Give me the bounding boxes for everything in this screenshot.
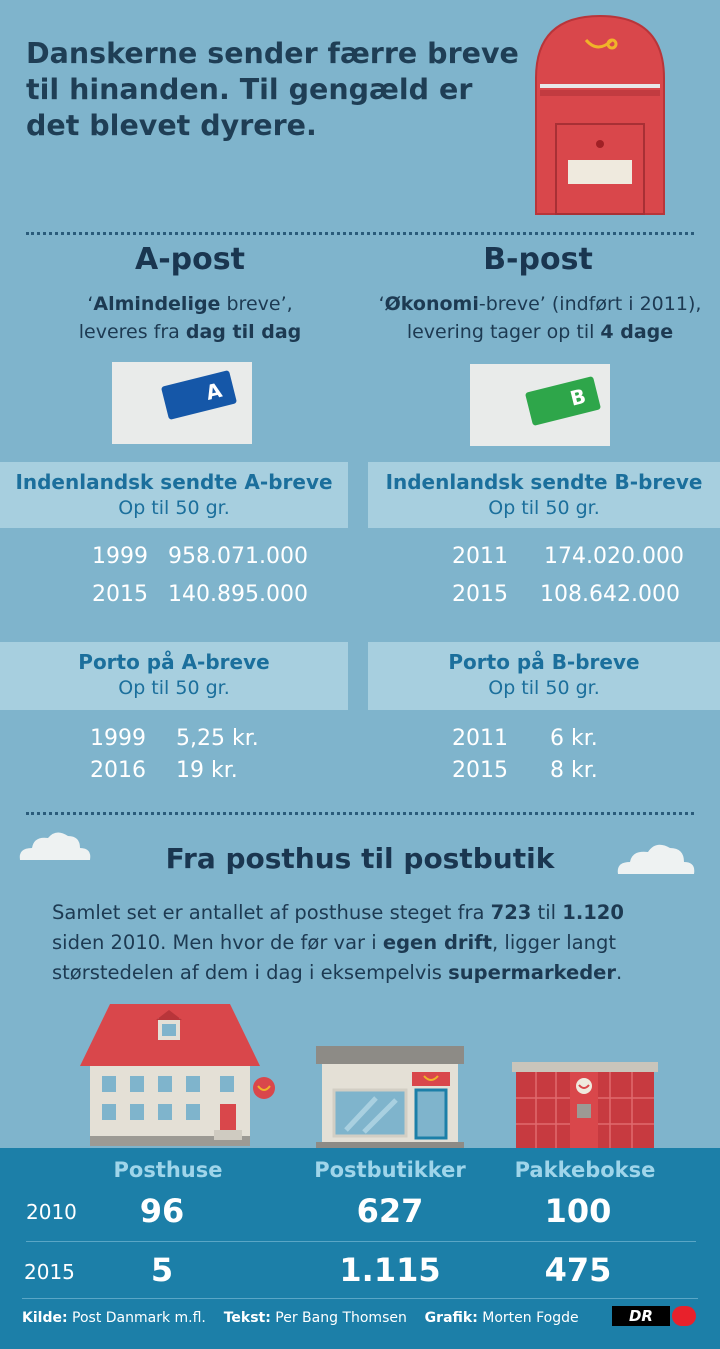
column-header: Postbutikker — [314, 1158, 466, 1182]
table-cell: 1.115 — [339, 1251, 441, 1289]
row-year: 2015 — [24, 1260, 75, 1284]
b-post-description: ‘Økonomi-breve’ (indført i 2011), levering tager op til 4 dage — [378, 293, 702, 343]
table-divider — [22, 1298, 698, 1299]
table-cell: 627 — [356, 1192, 424, 1230]
post-office-building-icon — [80, 1000, 276, 1150]
b-post-heading: B-post — [483, 242, 593, 277]
row-year: 2010 — [26, 1200, 77, 1224]
b-sent-row: 2011 174.020.000 — [452, 544, 684, 569]
divider — [26, 232, 694, 235]
a-sent-row: 1999 958.071.000 — [92, 544, 308, 569]
credits: Kilde: Post Danmark m.fl. Tekst: Per Bang Thomsen Grafik: Morten Fogde — [22, 1310, 579, 1326]
dr-logo: DR — [612, 1306, 696, 1326]
table-cell: 100 — [544, 1192, 612, 1230]
b-stamp: B — [525, 376, 601, 426]
section-heading: Fra posthus til postbutik — [165, 842, 555, 875]
a-sent-row: 2015 140.895.000 — [92, 582, 308, 607]
divider — [26, 812, 694, 815]
column-header: Pakkebokse — [514, 1158, 656, 1182]
b-sent-row: 2015 108.642.000 — [452, 582, 680, 607]
b-porto-row: 2015 8 kr. — [452, 758, 598, 783]
a-stamp: A — [161, 370, 237, 420]
mailbox-icon — [530, 14, 670, 218]
column-header: Posthuse — [113, 1158, 223, 1182]
table-divider — [26, 1241, 696, 1242]
a-post-description: ‘Almindelige breve’, leveres fra dag til dag — [78, 293, 302, 343]
b-porto-header: Porto på B-breve Op til 50 gr. — [368, 642, 720, 710]
section-paragraph: Samlet set er antallet af posthuse steget fra 723 til 1.120 siden 2010. Men hvor de før var i egen drift, ligger langt størstedelen af dem i dag i eksempelvis supermarkeder. — [52, 901, 624, 984]
a-post-heading: A-post — [135, 242, 245, 277]
post-shop-building-icon — [316, 1046, 466, 1150]
table-cell: 96 — [139, 1192, 185, 1230]
parcel-box-icon — [512, 1062, 658, 1150]
dr-logo-icon — [672, 1306, 696, 1326]
page-title: Danskerne sender færre breve til hinanden. Til gengæld er det blevet dyrere. — [26, 37, 519, 142]
b-letter-card — [470, 364, 610, 446]
a-letter-card — [112, 362, 252, 444]
a-porto-row: 2016 19 kr. — [90, 758, 238, 783]
a-porto-row: 1999 5,25 kr. — [90, 726, 259, 751]
a-sent-header: Indenlandsk sendte A-breve Op til 50 gr. — [0, 462, 348, 528]
b-sent-header: Indenlandsk sendte B-breve Op til 50 gr. — [368, 462, 720, 528]
a-porto-header: Porto på A-breve Op til 50 gr. — [0, 642, 348, 710]
b-porto-row: 2011 6 kr. — [452, 726, 598, 751]
table-cell: 5 — [150, 1251, 174, 1289]
table-cell: 475 — [544, 1251, 612, 1289]
